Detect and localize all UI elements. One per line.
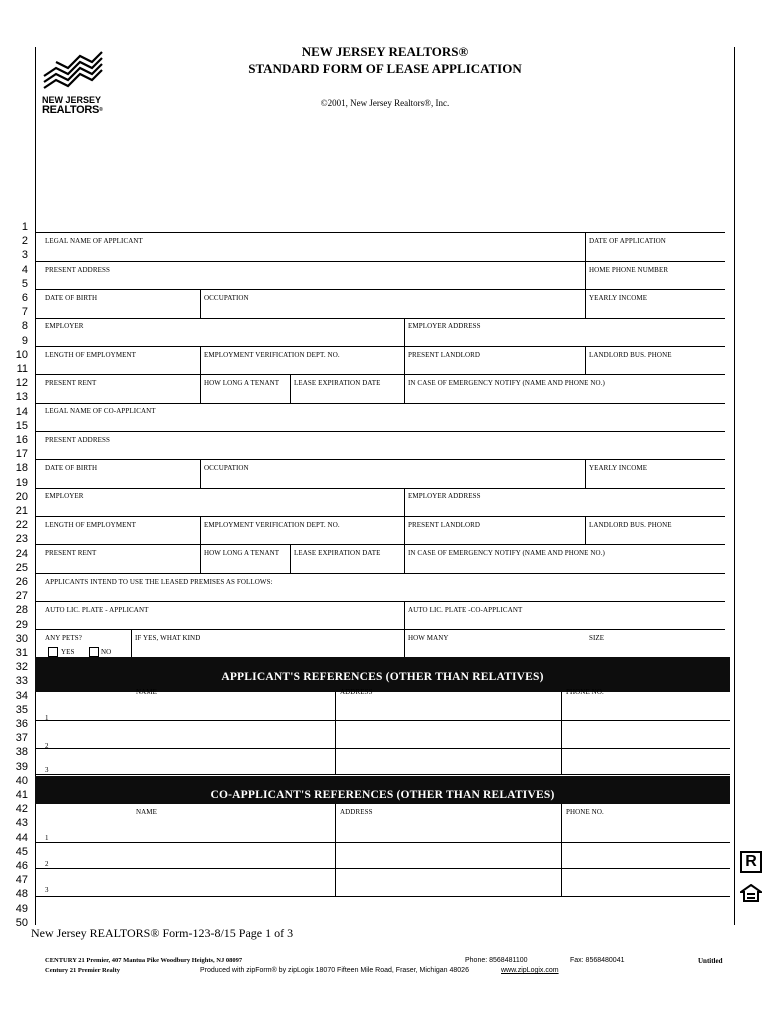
line-number: 43 <box>15 817 28 830</box>
col-divider <box>585 459 586 488</box>
row-rule <box>35 629 725 630</box>
line-number: 18 <box>15 462 28 475</box>
line-number: 6 <box>21 292 28 304</box>
size-label: SIZE <box>589 634 605 642</box>
produced-by: Produced with zipForm® by zipLogix 18070 Fifteen Mile Road, Fraser, Michigan 48026 <box>200 967 469 974</box>
line-number: 3 <box>21 249 28 262</box>
line-number: 31 <box>15 647 28 659</box>
line-number: 4 <box>21 263 28 276</box>
form-id: New Jersey REALTORS® Form-123-8/15 Page 1 of 3 <box>31 926 294 940</box>
title-line1: NEW JERSEY REALTORS® <box>301 44 469 59</box>
employment-verification-label: EMPLOYMENT VERIFICATION DEPT. NO. <box>204 351 340 359</box>
col-divider <box>200 459 201 488</box>
auto-plate-applicant-label: AUTO LIC. PLATE - APPLICANT <box>45 606 149 614</box>
co-occupation-label: OCCUPATION <box>204 464 249 472</box>
website-link[interactable]: www.zipLogix.com <box>501 967 559 974</box>
col-divider <box>585 346 586 374</box>
co-how-long-tenant-label: HOW LONG A TENANT <box>204 549 280 557</box>
pets-no-checkbox[interactable] <box>89 647 99 657</box>
col-divider <box>200 346 201 403</box>
line-number: 50 <box>15 916 28 929</box>
col-divider <box>404 488 405 573</box>
line-number: 29 <box>15 618 28 631</box>
row-rule <box>35 403 725 404</box>
col-divider <box>404 318 405 403</box>
col-divider <box>335 804 336 896</box>
row-rule <box>35 318 725 319</box>
line-number: 47 <box>15 874 28 887</box>
how-many-label: HOW MANY <box>408 634 449 642</box>
line-number: 26 <box>15 576 28 588</box>
line-number: 33 <box>15 675 28 688</box>
coref-name-header: NAME <box>136 808 158 816</box>
line-number: 19 <box>15 476 28 489</box>
coref-row-number: 1 <box>45 834 49 842</box>
row-rule <box>35 374 725 375</box>
occupation-label: OCCUPATION <box>204 294 249 302</box>
line-number: 10 <box>15 348 28 361</box>
line-number: 16 <box>15 434 28 446</box>
applicant-references-header <box>35 657 730 692</box>
col-divider <box>335 692 336 774</box>
line-number: 8 <box>21 320 28 333</box>
copyright-text: ©2001, New Jersey Realtors®, Inc. <box>320 98 450 108</box>
coapplicant-references-title: CO-APPLICANT'S REFERENCES (OTHER THAN RELATIVES) <box>210 789 555 801</box>
row-rule <box>35 601 725 602</box>
line-number: 34 <box>15 689 28 702</box>
line-number: 25 <box>15 561 28 574</box>
co-lease-expiration-label: LEASE EXPIRATION DATE <box>294 549 381 557</box>
line-number: 24 <box>15 547 28 560</box>
length-of-employment-label: LENGTH OF EMPLOYMENT <box>45 351 137 359</box>
present-landlord-label: PRESENT LANDLORD <box>408 351 481 359</box>
row-rule <box>35 896 730 897</box>
broker-name: Century 21 Premier Realty <box>45 967 121 974</box>
landlord-bus-phone-label: LANDLORD BUS. PHONE <box>589 351 672 359</box>
line-number: 42 <box>15 803 28 816</box>
col-divider <box>404 601 405 629</box>
row-rule <box>35 720 730 721</box>
legal-name-coapplicant-label: LEGAL NAME OF CO-APPLICANT <box>45 407 156 415</box>
realtor-r-icon: R <box>740 851 762 873</box>
row-rule <box>35 842 730 843</box>
line-number: 5 <box>21 277 28 290</box>
co-date-of-birth-label: DATE OF BIRTH <box>45 464 98 472</box>
line-number: 32 <box>15 661 28 674</box>
line-number: 49 <box>15 902 28 915</box>
pets-yes-checkbox[interactable] <box>48 647 58 657</box>
line-number: 12 <box>15 377 28 390</box>
fax-number: Fax: 8568480041 <box>570 957 625 964</box>
co-employer-address-label: EMPLOYER ADDRESS <box>408 492 481 500</box>
row-rule <box>35 544 725 545</box>
line-number: 48 <box>15 888 28 901</box>
ref-row-number: 3 <box>45 766 49 774</box>
line-number: 35 <box>15 703 28 716</box>
col-divider <box>200 516 201 573</box>
line-number: 41 <box>15 789 28 801</box>
line-number: 7 <box>21 306 28 319</box>
logo-text-line2: REALTORS® <box>42 104 103 116</box>
row-rule <box>35 774 730 775</box>
col-divider <box>561 692 562 774</box>
co-present-landlord-label: PRESENT LANDLORD <box>408 521 481 529</box>
col-divider <box>290 544 291 573</box>
line-number: 39 <box>15 760 28 773</box>
co-present-address-label: PRESENT ADDRESS <box>45 436 110 444</box>
line-number: 23 <box>15 533 28 546</box>
line-number: 13 <box>15 391 28 404</box>
row-rule <box>35 289 725 290</box>
employer-address-label: EMPLOYER ADDRESS <box>408 322 481 330</box>
co-emergency-notify-label: IN CASE OF EMERGENCY NOTIFY (NAME AND PHONE NO.) <box>408 549 605 557</box>
row-rule <box>35 459 725 460</box>
ref-address-header: ADDRESS <box>340 688 373 696</box>
line-number: 37 <box>15 732 28 745</box>
line-number: 1 <box>21 221 28 233</box>
date-of-application-label: DATE OF APPLICATION <box>589 237 666 245</box>
title-line2: STANDARD FORM OF LEASE APPLICATION <box>248 61 522 76</box>
line-number: 30 <box>15 632 28 645</box>
how-long-tenant-label: HOW LONG A TENANT <box>204 379 280 387</box>
applicant-references-title: APPLICANT'S REFERENCES (OTHER THAN RELATIVES) <box>221 671 544 683</box>
row-rule <box>35 261 725 262</box>
pets-yes-label: YES <box>61 648 75 656</box>
present-address-label: PRESENT ADDRESS <box>45 266 110 274</box>
line-number: 28 <box>15 604 28 617</box>
coref-row-number: 3 <box>45 886 49 894</box>
emergency-notify-label: IN CASE OF EMERGENCY NOTIFY (NAME AND PHONE NO.) <box>408 379 605 387</box>
line-number: 40 <box>15 774 28 787</box>
ref-row-number: 2 <box>45 742 49 750</box>
col-divider <box>585 289 586 318</box>
row-rule <box>35 431 725 432</box>
row-rule <box>35 573 725 574</box>
line-number: 21 <box>15 505 28 517</box>
coref-address-header: ADDRESS <box>340 808 373 816</box>
document-name: Untitled <box>698 957 723 965</box>
co-yearly-income-label: YEARLY INCOME <box>589 464 648 472</box>
line-number: 27 <box>15 590 28 603</box>
co-length-of-employment-label: LENGTH OF EMPLOYMENT <box>45 521 137 529</box>
row-rule <box>35 346 725 347</box>
co-employment-verification-label: EMPLOYMENT VERIFICATION DEPT. NO. <box>204 521 340 529</box>
auto-plate-coapplicant-label: AUTO LIC. PLATE -CO-APPLICANT <box>408 606 523 614</box>
coref-row-number: 2 <box>45 860 49 868</box>
co-employer-label: EMPLOYER <box>45 492 84 500</box>
equal-housing-icon <box>740 884 762 904</box>
logo-text-line1: NEW JERSEY <box>42 95 102 105</box>
line-number: 17 <box>15 448 28 461</box>
coapplicant-references-header <box>35 776 730 804</box>
line-number: 9 <box>21 334 28 347</box>
present-rent-label: PRESENT RENT <box>45 379 97 387</box>
intend-use-label: APPLICANTS INTEND TO USE THE LEASED PREMISES AS FOLLOWS: <box>45 578 273 586</box>
pets-no-label: NO <box>101 648 112 656</box>
yearly-income-label: YEARLY INCOME <box>589 294 648 302</box>
line-number: 45 <box>15 845 28 858</box>
right-border <box>734 47 735 925</box>
ref-name-header: NAME <box>136 688 158 696</box>
line-number: 46 <box>15 860 28 872</box>
line-number: 11 <box>16 363 28 375</box>
line-number: 14 <box>15 405 28 418</box>
legal-name-applicant-label: LEGAL NAME OF APPLICANT <box>45 237 143 245</box>
line-number: 22 <box>15 519 28 532</box>
col-divider <box>561 804 562 896</box>
coref-phone-header: PHONE NO. <box>566 808 604 816</box>
line-number: 36 <box>15 718 28 730</box>
col-divider <box>200 289 201 318</box>
row-rule <box>35 868 730 869</box>
broker-address: CENTURY 21 Premier, 407 Mantua Pike Woodbury Heights, NJ 08097 <box>45 957 243 964</box>
co-present-rent-label: PRESENT RENT <box>45 549 97 557</box>
row-rule <box>35 748 730 749</box>
col-divider <box>290 374 291 403</box>
row-rule <box>35 232 725 233</box>
any-pets-label: ANY PETS? <box>45 634 83 642</box>
lease-expiration-label: LEASE EXPIRATION DATE <box>294 379 381 387</box>
row-rule <box>35 488 725 489</box>
line-number: 20 <box>15 490 28 503</box>
ref-row-number: 1 <box>45 714 49 722</box>
date-of-birth-label: DATE OF BIRTH <box>45 294 98 302</box>
home-phone-label: HOME PHONE NUMBER <box>589 266 669 274</box>
col-divider <box>131 629 132 657</box>
line-number: 38 <box>15 746 28 759</box>
row-rule <box>35 516 725 517</box>
line-number: 44 <box>15 831 28 844</box>
ref-phone-header: PHONE NO. <box>566 688 604 696</box>
line-number: 2 <box>21 235 28 248</box>
col-divider <box>585 516 586 544</box>
co-landlord-bus-phone-label: LANDLORD BUS. PHONE <box>589 521 672 529</box>
if-yes-kind-label: IF YES, WHAT KIND <box>135 634 201 642</box>
employer-label: EMPLOYER <box>45 322 84 330</box>
col-divider <box>585 232 586 289</box>
col-divider <box>404 629 405 657</box>
phone-number: Phone: 8568481100 <box>465 957 528 964</box>
line-number: 15 <box>15 419 28 432</box>
